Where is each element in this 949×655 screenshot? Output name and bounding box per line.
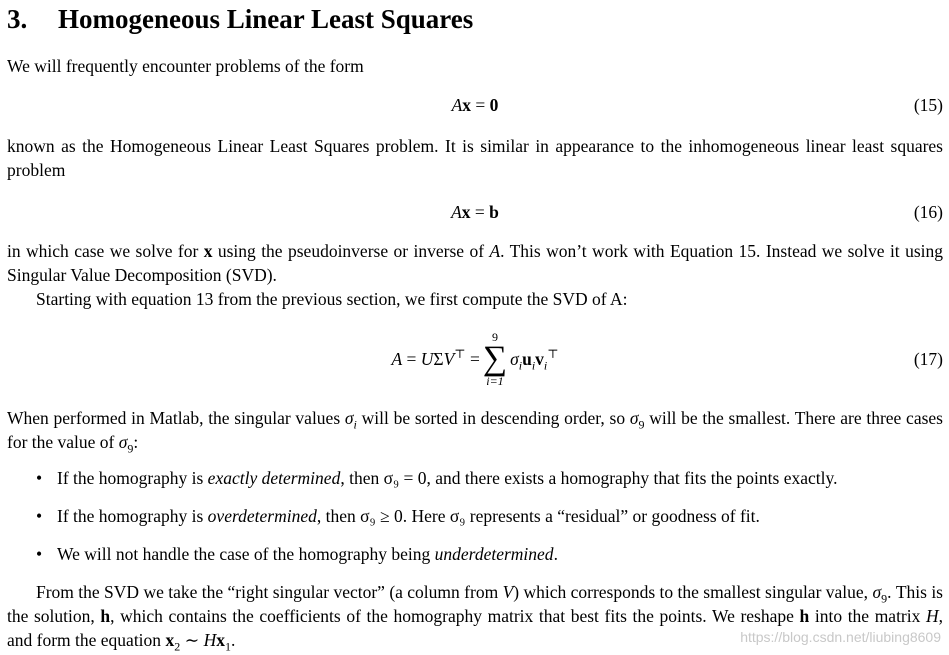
equation-17-number: (17): [913, 349, 943, 369]
equation-16: [7, 200, 943, 230]
section-title: Homogeneous Linear Least Squares: [58, 4, 474, 34]
paragraph-homogeneous: known as the Homogeneous Linear Least Squares problem. It is similar in appearance to the inhomogeneous linear least squares problem: [7, 136, 943, 180]
bullet-icon: •: [36, 544, 43, 564]
watermark: https://blog.csdn.net/liubing8609: [740, 629, 941, 645]
equation-15-body: Ax = 0: [451, 95, 499, 115]
paragraph-pseudoinverse: in which case we solve for x using the pseudoinverse or inverse of A. This won’t work with Equation 15. Instead we solve it using Singular Value Decomposition (SVD).: [7, 241, 943, 285]
summation-symbol: 9 ∑ i=1: [482, 330, 508, 388]
equation-17-body: A = UΣV⊤ = 9 ∑ i=1 $\sigma_iu_iv_i^⊤$: [391, 330, 559, 388]
paragraph-svd-start: Starting with equation 13 from the previous section, we first compute the SVD of A:: [36, 289, 628, 309]
equation-15: [7, 93, 943, 123]
section-number: 3.: [7, 4, 28, 34]
equation-16-body: Ax = b: [451, 202, 499, 222]
section-heading: [7, 4, 473, 34]
paragraph-intro: We will frequently encounter problems of the form: [7, 56, 364, 76]
equation-17: [7, 330, 943, 390]
bullet-icon: •: [36, 506, 43, 526]
bullet-icon: •: [36, 468, 43, 488]
paragraph-solution: From the SVD we take the “right singular vector” (a column from V) which corresponds to the smallest singular value, $\sigma_9$. This is the solution, h, which contains the coefficients of the homography matrix that best fits the points. We reshape h into the matrix H, and form the equation $x_2$ ∼ $Hx_1$.: [7, 582, 943, 654]
equation-16-number: (16): [913, 202, 943, 222]
equation-15-number: (15): [913, 95, 943, 115]
paragraph-singular-values: When performed in Matlab, the singular values $\sigma_i$ will be sorted in descending order, so $\sigma_9$ will be the smallest. There are three cases for the value of $\sigma_9$:: [7, 408, 943, 456]
